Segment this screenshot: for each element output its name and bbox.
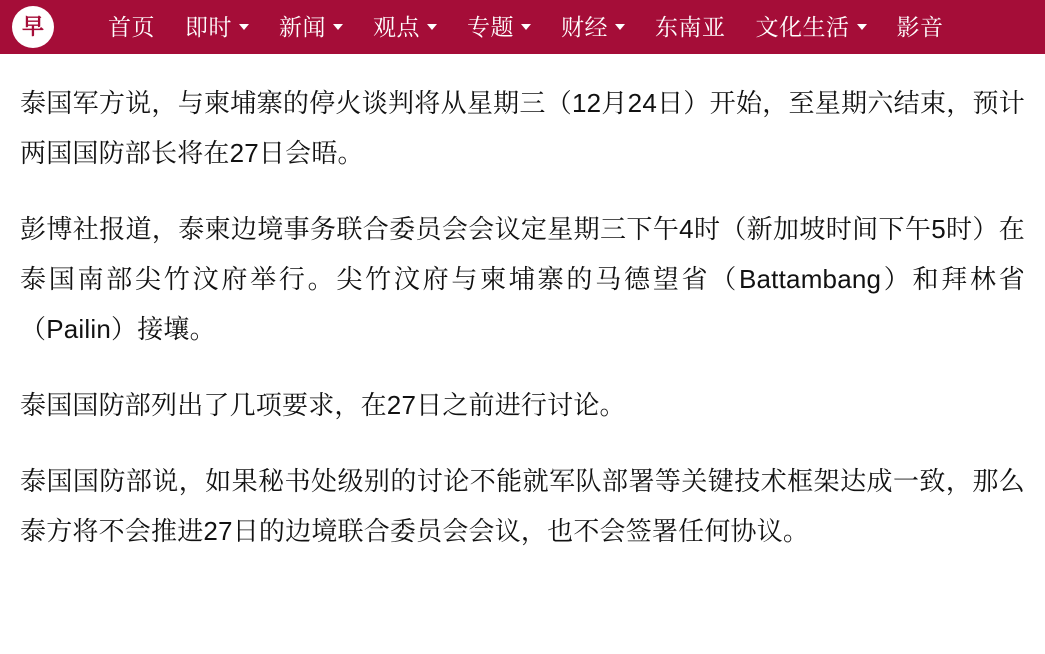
chevron-down-icon: [333, 24, 343, 30]
chevron-down-icon: [857, 24, 867, 30]
nav-item-opinion[interactable]: [373, 13, 437, 40]
nav-item-culture-life[interactable]: [755, 13, 867, 40]
nav-item-news[interactable]: [279, 13, 343, 40]
nav-item-label: 专题: [467, 13, 514, 40]
article-paragraph: 彭博社报道，泰柬边境事务联合委员会会议定星期三下午4时（新加坡时间下午5时）在泰国南部尖竹汶府举行。尖竹汶府与柬埔寨的马德望省（Battambang）和拜林省（Pailin）接壤。: [20, 214, 1025, 344]
chevron-down-icon: [427, 24, 437, 30]
chevron-down-icon: [521, 24, 531, 30]
site-logo[interactable]: [0, 0, 66, 54]
nav-item-realtime[interactable]: [185, 13, 249, 40]
article-paragraph: 泰国国防部说，如果秘书处级别的讨论不能就军队部署等关键技术框架达成一致，那么泰方将不会推进27日的边境联合委员会会议，也不会签署任何协议。: [20, 466, 1025, 546]
logo-icon: 早: [12, 6, 54, 48]
nav-item-southeast-asia[interactable]: [655, 13, 726, 40]
nav-item-label: 首页: [108, 13, 155, 40]
nav-item-media[interactable]: [896, 13, 944, 40]
article-paragraph: 泰国军方说，与柬埔寨的停火谈判将从星期三（12月24日）开始，至星期六结束，预计两国国防部长将在27日会晤。: [20, 88, 1025, 168]
chevron-down-icon: [615, 24, 625, 30]
site-header: [0, 0, 1045, 54]
nav-item-label: 财经: [561, 13, 608, 40]
nav-item-label: 东南亚: [655, 13, 726, 40]
nav-item-label: 新闻: [279, 13, 326, 40]
article-body: [0, 54, 1045, 556]
nav-item-home[interactable]: [108, 13, 155, 40]
main-navigation: [66, 0, 1045, 54]
nav-item-label: 观点: [373, 13, 420, 40]
nav-item-label: 文化生活: [755, 13, 850, 40]
nav-item-label: 影音: [896, 13, 944, 40]
nav-item-label: 即时: [185, 13, 232, 40]
nav-item-specials[interactable]: [467, 13, 531, 40]
nav-item-finance[interactable]: [561, 13, 625, 40]
article-paragraph: 泰国国防部列出了几项要求，在27日之前进行讨论。: [20, 390, 626, 420]
chevron-down-icon: [239, 24, 249, 30]
